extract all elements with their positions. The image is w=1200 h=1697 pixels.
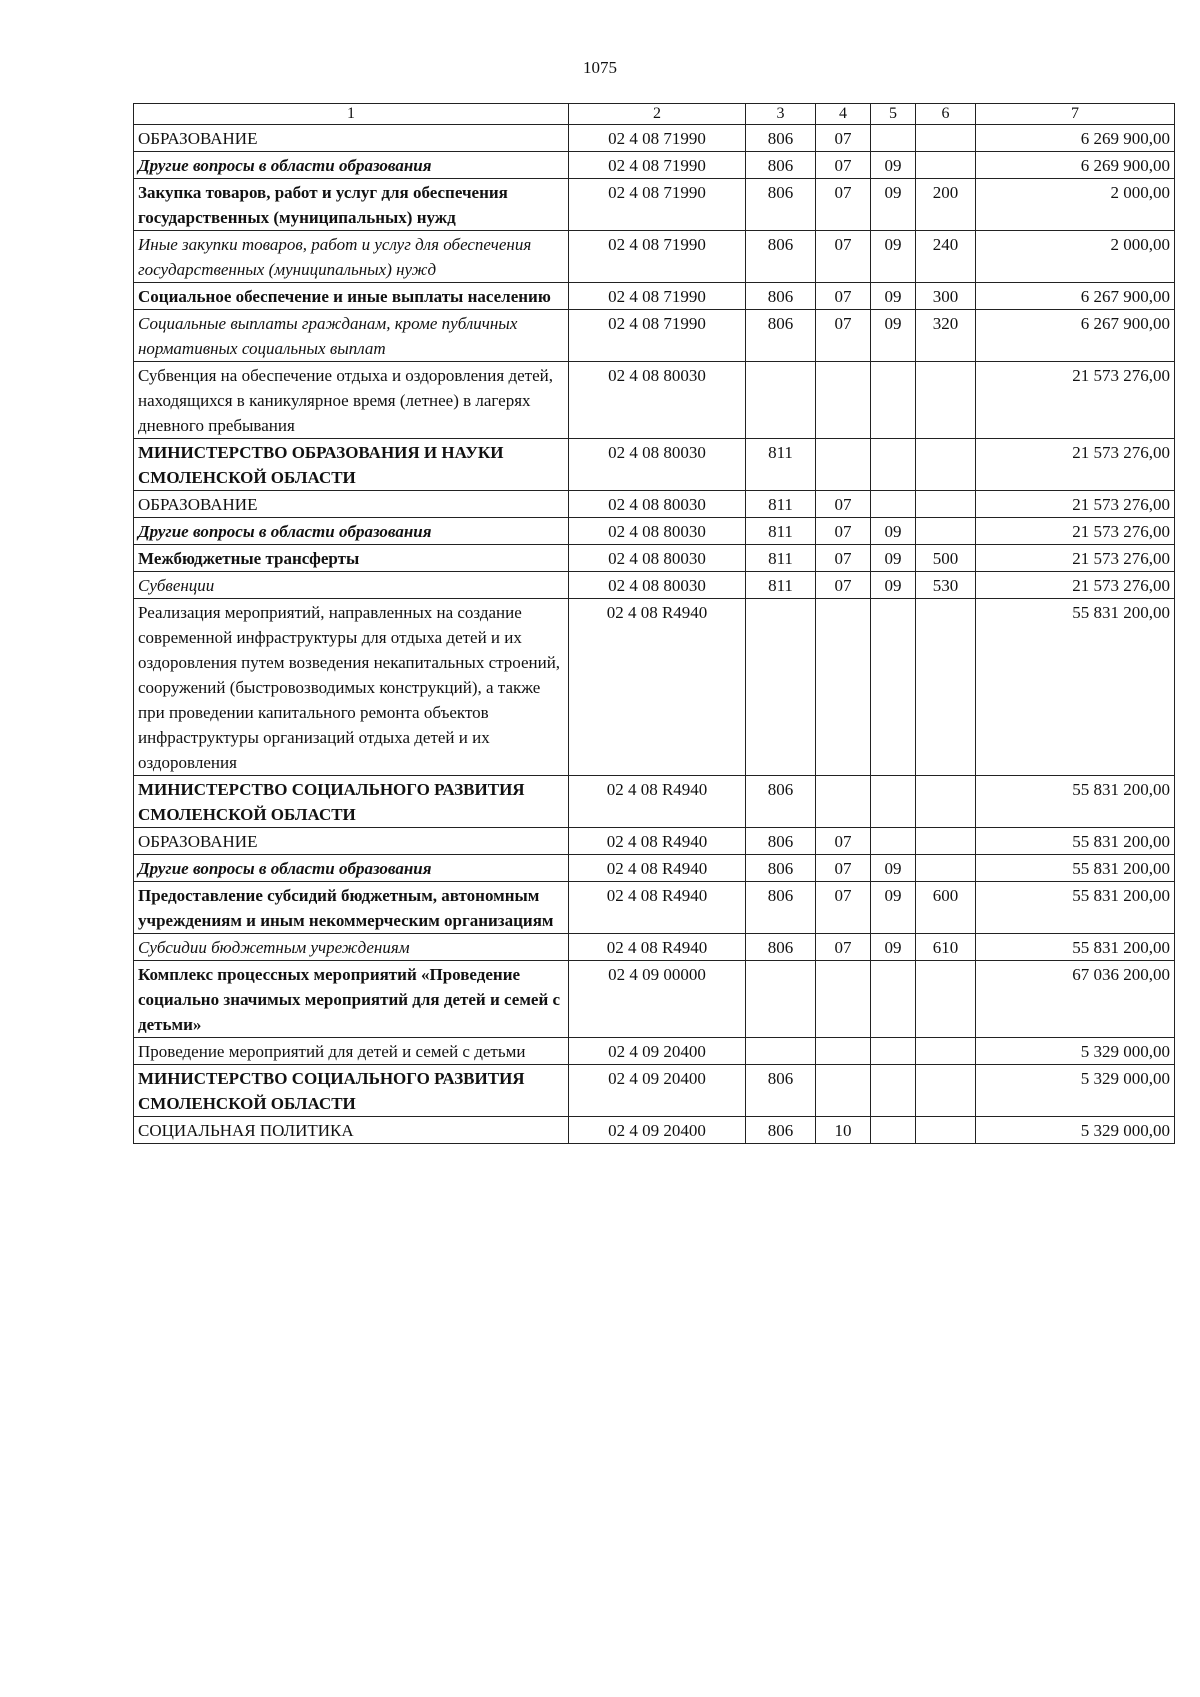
expense-type-code: 240 — [916, 231, 976, 283]
table-row — [134, 125, 1175, 152]
section-code — [816, 439, 871, 491]
row-name: Социальное обеспечение и иные выплаты населению — [134, 283, 569, 310]
section-code: 07 — [816, 179, 871, 231]
subsection-code — [871, 828, 916, 855]
table-row — [134, 310, 1175, 362]
row-name: Другие вопросы в области образования — [134, 518, 569, 545]
table-row — [134, 283, 1175, 310]
subsection-code: 09 — [871, 545, 916, 572]
amount: 67 036 200,00 — [976, 961, 1175, 1038]
target-article-code: 02 4 08 R4940 — [569, 882, 746, 934]
target-article-code: 02 4 08 R4940 — [569, 599, 746, 776]
expense-type-code — [916, 1038, 976, 1065]
target-article-code: 02 4 08 80030 — [569, 439, 746, 491]
table-body — [134, 125, 1175, 1144]
row-name: Реализация мероприятий, направленных на создание современной инфраструктуры для отдыха детей и их оздоровления путем возведения некапитальных строений, сооружений (быстровозводимых конструкций), а также при проведении капитального ремонта объектов инфраструктуры организаций отдыха детей и их оздоровления — [134, 599, 569, 776]
table-row — [134, 776, 1175, 828]
row-name: Другие вопросы в области образования — [134, 152, 569, 179]
subsection-code: 09 — [871, 572, 916, 599]
amount: 55 831 200,00 — [976, 855, 1175, 882]
ministry-code: 811 — [746, 439, 816, 491]
ministry-code: 806 — [746, 152, 816, 179]
column-header: 7 — [976, 104, 1175, 125]
row-name: Субвенция на обеспечение отдыха и оздоровления детей, находящихся в каникулярное время (летнее) в лагерях дневного пребывания — [134, 362, 569, 439]
ministry-code — [746, 1038, 816, 1065]
section-code — [816, 961, 871, 1038]
subsection-code — [871, 961, 916, 1038]
ministry-code — [746, 961, 816, 1038]
row-name: МИНИСТЕРСТВО СОЦИАЛЬНОГО РАЗВИТИЯ СМОЛЕНСКОЙ ОБЛАСТИ — [134, 776, 569, 828]
amount: 5 329 000,00 — [976, 1065, 1175, 1117]
amount: 5 329 000,00 — [976, 1117, 1175, 1144]
amount: 55 831 200,00 — [976, 776, 1175, 828]
expense-type-code — [916, 1065, 976, 1117]
amount: 55 831 200,00 — [976, 882, 1175, 934]
table-row — [134, 1038, 1175, 1065]
target-article-code: 02 4 08 R4940 — [569, 776, 746, 828]
expense-type-code: 600 — [916, 882, 976, 934]
subsection-code — [871, 599, 916, 776]
expense-type-code: 530 — [916, 572, 976, 599]
expense-type-code — [916, 599, 976, 776]
column-header: 4 — [816, 104, 871, 125]
row-name: ОБРАЗОВАНИЕ — [134, 491, 569, 518]
section-code: 07 — [816, 518, 871, 545]
expense-type-code: 500 — [916, 545, 976, 572]
table-row — [134, 179, 1175, 231]
amount: 5 329 000,00 — [976, 1038, 1175, 1065]
ministry-code: 806 — [746, 828, 816, 855]
table-row — [134, 961, 1175, 1038]
amount: 6 269 900,00 — [976, 125, 1175, 152]
subsection-code — [871, 776, 916, 828]
amount: 6 267 900,00 — [976, 310, 1175, 362]
column-header: 6 — [916, 104, 976, 125]
ministry-code: 806 — [746, 882, 816, 934]
section-code: 07 — [816, 310, 871, 362]
subsection-code — [871, 1065, 916, 1117]
expense-type-code: 300 — [916, 283, 976, 310]
section-code: 07 — [816, 572, 871, 599]
row-name: Иные закупки товаров, работ и услуг для обеспечения государственных (муниципальных) нужд — [134, 231, 569, 283]
amount: 21 573 276,00 — [976, 572, 1175, 599]
subsection-code — [871, 1038, 916, 1065]
row-name: Закупка товаров, работ и услуг для обеспечения государственных (муниципальных) нужд — [134, 179, 569, 231]
ministry-code: 806 — [746, 125, 816, 152]
amount: 6 269 900,00 — [976, 152, 1175, 179]
section-code: 07 — [816, 125, 871, 152]
target-article-code: 02 4 08 71990 — [569, 310, 746, 362]
target-article-code: 02 4 08 80030 — [569, 491, 746, 518]
ministry-code: 811 — [746, 545, 816, 572]
target-article-code: 02 4 08 R4940 — [569, 828, 746, 855]
row-name: Субвенции — [134, 572, 569, 599]
target-article-code: 02 4 09 20400 — [569, 1065, 746, 1117]
column-header: 5 — [871, 104, 916, 125]
ministry-code: 811 — [746, 518, 816, 545]
expense-type-code: 320 — [916, 310, 976, 362]
amount: 55 831 200,00 — [976, 599, 1175, 776]
amount: 55 831 200,00 — [976, 828, 1175, 855]
section-code — [816, 362, 871, 439]
section-code: 10 — [816, 1117, 871, 1144]
expense-type-code: 610 — [916, 934, 976, 961]
subsection-code — [871, 125, 916, 152]
table-row — [134, 1117, 1175, 1144]
expense-type-code — [916, 961, 976, 1038]
target-article-code: 02 4 09 20400 — [569, 1117, 746, 1144]
row-name: МИНИСТЕРСТВО СОЦИАЛЬНОГО РАЗВИТИЯ СМОЛЕНСКОЙ ОБЛАСТИ — [134, 1065, 569, 1117]
section-code — [816, 1065, 871, 1117]
page-number: 1075 — [583, 58, 617, 77]
table-row — [134, 362, 1175, 439]
target-article-code: 02 4 08 80030 — [569, 572, 746, 599]
expense-type-code — [916, 152, 976, 179]
ministry-code — [746, 362, 816, 439]
subsection-code: 09 — [871, 855, 916, 882]
ministry-code: 806 — [746, 776, 816, 828]
target-article-code: 02 4 08 80030 — [569, 518, 746, 545]
target-article-code: 02 4 08 80030 — [569, 362, 746, 439]
row-name: ОБРАЗОВАНИЕ — [134, 828, 569, 855]
table-row — [134, 518, 1175, 545]
ministry-code — [746, 599, 816, 776]
amount: 21 573 276,00 — [976, 491, 1175, 518]
ministry-code: 806 — [746, 179, 816, 231]
expense-type-code — [916, 491, 976, 518]
amount: 6 267 900,00 — [976, 283, 1175, 310]
target-article-code: 02 4 08 71990 — [569, 125, 746, 152]
row-name: СОЦИАЛЬНАЯ ПОЛИТИКА — [134, 1117, 569, 1144]
target-article-code: 02 4 08 R4940 — [569, 855, 746, 882]
amount: 2 000,00 — [976, 179, 1175, 231]
section-code: 07 — [816, 231, 871, 283]
expense-type-code — [916, 518, 976, 545]
row-name: МИНИСТЕРСТВО ОБРАЗОВАНИЯ И НАУКИ СМОЛЕНСКОЙ ОБЛАСТИ — [134, 439, 569, 491]
subsection-code: 09 — [871, 934, 916, 961]
section-code — [816, 776, 871, 828]
ministry-code: 806 — [746, 1065, 816, 1117]
subsection-code: 09 — [871, 231, 916, 283]
expense-type-code — [916, 439, 976, 491]
table-row — [134, 152, 1175, 179]
table-row — [134, 855, 1175, 882]
subsection-code — [871, 439, 916, 491]
ministry-code: 811 — [746, 572, 816, 599]
amount: 21 573 276,00 — [976, 545, 1175, 572]
section-code: 07 — [816, 934, 871, 961]
table-row — [134, 231, 1175, 283]
section-code — [816, 1038, 871, 1065]
expense-type-code — [916, 125, 976, 152]
table-header-row — [134, 104, 1175, 125]
ministry-code: 806 — [746, 310, 816, 362]
section-code — [816, 599, 871, 776]
section-code: 07 — [816, 828, 871, 855]
table-row — [134, 439, 1175, 491]
section-code: 07 — [816, 283, 871, 310]
subsection-code — [871, 362, 916, 439]
ministry-code: 806 — [746, 1117, 816, 1144]
expense-type-code — [916, 776, 976, 828]
column-header: 1 — [134, 104, 569, 125]
amount: 21 573 276,00 — [976, 518, 1175, 545]
row-name: Субсидии бюджетным учреждениям — [134, 934, 569, 961]
table-row — [134, 934, 1175, 961]
ministry-code: 811 — [746, 491, 816, 518]
expense-type-code — [916, 828, 976, 855]
target-article-code: 02 4 09 00000 — [569, 961, 746, 1038]
amount: 55 831 200,00 — [976, 934, 1175, 961]
table-row — [134, 828, 1175, 855]
section-code: 07 — [816, 491, 871, 518]
row-name: Социальные выплаты гражданам, кроме публичных нормативных социальных выплат — [134, 310, 569, 362]
subsection-code: 09 — [871, 283, 916, 310]
subsection-code — [871, 491, 916, 518]
table-row — [134, 599, 1175, 776]
ministry-code: 806 — [746, 283, 816, 310]
amount: 21 573 276,00 — [976, 439, 1175, 491]
subsection-code: 09 — [871, 310, 916, 362]
target-article-code: 02 4 08 80030 — [569, 545, 746, 572]
row-name: Другие вопросы в области образования — [134, 855, 569, 882]
section-code: 07 — [816, 545, 871, 572]
table-row — [134, 572, 1175, 599]
expense-type-code — [916, 855, 976, 882]
row-name: Проведение мероприятий для детей и семей с детьми — [134, 1038, 569, 1065]
budget-table — [133, 103, 1175, 1144]
row-name: Межбюджетные трансферты — [134, 545, 569, 572]
subsection-code: 09 — [871, 882, 916, 934]
section-code: 07 — [816, 152, 871, 179]
expense-type-code: 200 — [916, 179, 976, 231]
target-article-code: 02 4 08 71990 — [569, 152, 746, 179]
table-row — [134, 545, 1175, 572]
target-article-code: 02 4 08 R4940 — [569, 934, 746, 961]
column-header: 3 — [746, 104, 816, 125]
column-header: 2 — [569, 104, 746, 125]
section-code: 07 — [816, 855, 871, 882]
subsection-code: 09 — [871, 152, 916, 179]
row-name: ОБРАЗОВАНИЕ — [134, 125, 569, 152]
ministry-code: 806 — [746, 855, 816, 882]
subsection-code — [871, 1117, 916, 1144]
target-article-code: 02 4 08 71990 — [569, 179, 746, 231]
row-name: Предоставление субсидий бюджетным, автономным учреждениям и иным некоммерческим организациям — [134, 882, 569, 934]
row-name: Комплекс процессных мероприятий «Проведение социально значимых мероприятий для детей и семей с детьми» — [134, 961, 569, 1038]
target-article-code: 02 4 09 20400 — [569, 1038, 746, 1065]
target-article-code: 02 4 08 71990 — [569, 231, 746, 283]
amount: 21 573 276,00 — [976, 362, 1175, 439]
ministry-code: 806 — [746, 231, 816, 283]
expense-type-code — [916, 362, 976, 439]
table-row — [134, 491, 1175, 518]
subsection-code: 09 — [871, 179, 916, 231]
ministry-code: 806 — [746, 934, 816, 961]
expense-type-code — [916, 1117, 976, 1144]
table-row — [134, 882, 1175, 934]
table-row — [134, 1065, 1175, 1117]
target-article-code: 02 4 08 71990 — [569, 283, 746, 310]
section-code: 07 — [816, 882, 871, 934]
subsection-code: 09 — [871, 518, 916, 545]
amount: 2 000,00 — [976, 231, 1175, 283]
